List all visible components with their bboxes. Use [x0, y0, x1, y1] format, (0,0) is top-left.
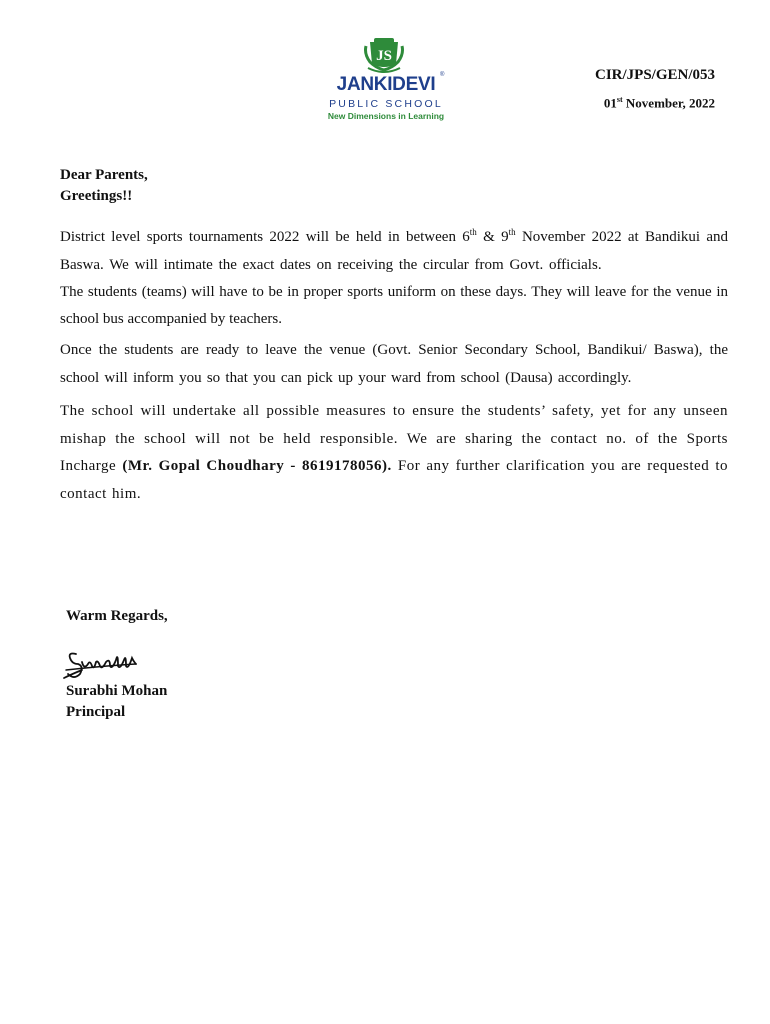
registered-mark: ® — [440, 72, 445, 78]
p4-text-a: The school will undertake all possible measures to ensure the students’ safety, yet for any unseen mishap the school will not be held responsible. We are sharing the contact no. of the Sports Incharge — [60, 403, 728, 474]
letter-body — [60, 224, 728, 508]
date-day: 01 — [603, 95, 617, 111]
salutation-line: Dear Parents, — [60, 167, 148, 183]
school-emblem-icon — [360, 32, 408, 74]
school-tagline: New Dimensions in Learning — [327, 111, 445, 121]
p1-text-c: November 2022 at Bandikui and Baswa. We will intimate the exact dates on receiving the circular from Govt. officials. — [60, 229, 729, 273]
p1-sup-2: th — [508, 227, 516, 237]
circular-date — [604, 95, 715, 111]
school-logo — [316, 32, 456, 126]
date-suffix: st — [616, 95, 623, 104]
svg-text:JS: JS — [376, 48, 392, 64]
principal-signature — [62, 640, 158, 682]
school-subtitle: PUBLIC SCHOOL — [329, 98, 443, 110]
paragraph-uniform: The students (teams) will have to be in proper sports uniform on these days. They will leave for the venue in school bus accompanied by teachers. — [60, 284, 728, 327]
sports-incharge-contact: (Mr. Gopal Choudhary - 8619178056). — [122, 458, 392, 474]
closing-regards: Warm Regards, — [66, 608, 168, 624]
greeting-line: Greetings!! — [60, 188, 133, 204]
signer-title: Principal — [66, 704, 126, 720]
signer-block — [66, 681, 167, 723]
signer-name: Surabhi Mohan — [66, 683, 168, 699]
paragraph-pickup: Once the students are ready to leave the venue (Govt. Senior Secondary School, Bandikui/ Baswa), the school will inform you so that you can pick up your ward from school (Dausa) accordingly. — [60, 342, 728, 386]
school-name: JANKIDEVI — [336, 74, 436, 95]
p1-sup-1: th — [469, 227, 477, 237]
paragraph-safety — [60, 398, 728, 508]
p4-text-b: For any further clarification you are requested to contact him. — [60, 458, 729, 502]
p1-text-b: & 9 — [476, 229, 509, 245]
date-rest: November, 2022 — [622, 95, 715, 111]
paragraph-tournament — [60, 224, 728, 279]
salutation — [60, 165, 148, 207]
circular-reference: CIR/JPS/GEN/053 — [594, 67, 715, 83]
p1-text-a: District level sports tournaments 2022 will be held in between 6 — [60, 229, 470, 245]
